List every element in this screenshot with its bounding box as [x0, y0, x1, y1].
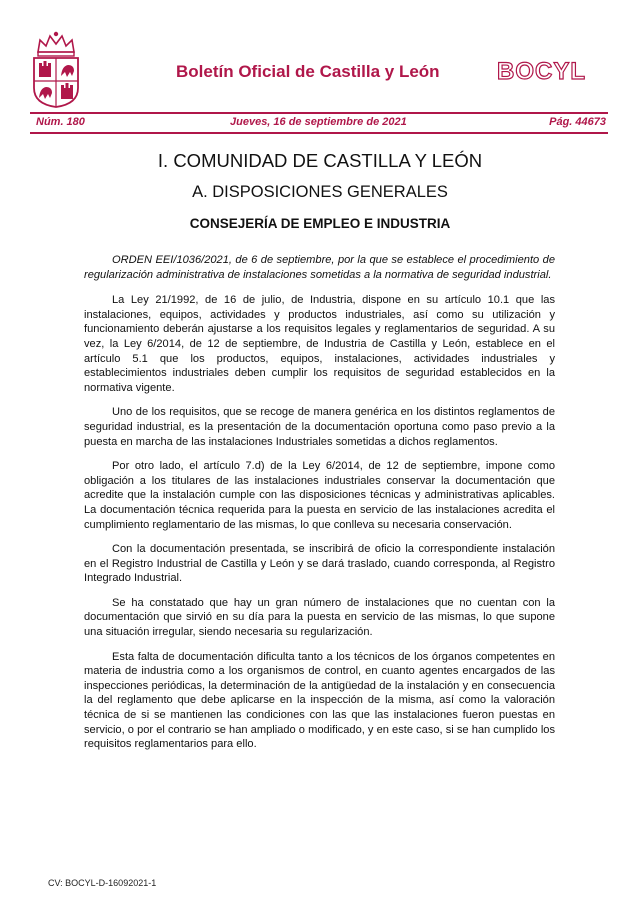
paragraph: Esta falta de documentación dificulta tanto a los técnicos de los órganos competentes en materia de industria como a los organismos de control, en cuanto agentes encargados de las inspecciones periódicas, la determinación de la antigüedad de la instalación y en consecuencia la del reglamento que debe aplicarse en la inspección de la misma, así como la valoración técnica de si se mantienen las condiciones con las que las instalaciones fueron puestas en servicio, o por el contrario se han ampliado o modificado, y en este caso, si se han cumplido los requisitos reglamentarios para ello. — [84, 650, 555, 751]
paragraph: Se ha constatado que hay un gran número de instalaciones que no cuentan con la documentación que sirvió en su día para la puesta en servicio de las mismas, lo que supone una situación irregular, siendo necesaria su regularización. — [84, 596, 555, 639]
coat-of-arms-icon — [30, 30, 82, 108]
bocyl-logo: BOCYL — [497, 58, 586, 85]
paragraph: Uno de los requisitos, que se recoge de manera genérica en los distintos reglamentos de seguridad industrial, es la presentación de la documentación oportuna como paso previo a la puesta en marcha de las instalaciones Industriales sometidas a dichos reglamentos. — [84, 406, 555, 448]
paragraph: Con la documentación presentada, se inscribirá de oficio la correspondiente instalación en el Registro Industrial de Castilla y León y se dará traslado, cuando corresponda, al Registro Integrado Industrial. — [84, 543, 555, 585]
subsection-title: A. DISPOSICIONES GENERALES — [192, 183, 448, 201]
cv-code: CV: BOCYL-D-16092021-1 — [48, 878, 157, 888]
issue-number: Núm. 180 — [36, 116, 85, 128]
page-number: Pág. 44673 — [549, 116, 606, 128]
paragraph: Por otro lado, el artículo 7.d) de la Ley 6/2014, de 12 de septiembre, impone como obligación a los titulares de las instalaciones industriales conservar la documentación que acredite que la instalación cumple con las disposiciones técnicas y administrativas aplicables. La documentación técnica requerida para la puesta en servicio de las instalaciones acredita el cumplimiento reglamentario de las mismas, lo que conlleva su necesaria conservación. — [84, 460, 555, 531]
order-heading: ORDEN EEI/1036/2021, de 6 de septiembre, por la que se establece el procedimiento de regularización administrativa de instalaciones sometidas a la normativa de seguridad industrial. — [84, 254, 555, 281]
document-body — [84, 253, 555, 762]
section-title: I. COMUNIDAD DE CASTILLA Y LEÓN — [157, 150, 483, 171]
issue-info-bar — [30, 112, 608, 134]
issue-date: Jueves, 16 de septiembre de 2021 — [230, 116, 407, 128]
department-title: CONSEJERÍA DE EMPLEO E INDUSTRIA — [189, 216, 451, 231]
paragraph: La Ley 21/1992, de 16 de julio, de Industria, dispone en su artículo 10.1 que las instalaciones, equipos, actividades y productos industriales, así como su utilización y funcionamiento deberán ajustarse a los requisitos legales y reglamentarios de seguridad. A su vez, la Ley 6/2014, de 12 de septiembre, de Industria de Castilla y León, establece en el artículo 5.1 que los productos, equipos, instalaciones, actividades industriales y establecimientos industriales deben cumplir los requisitos de seguridad establecidos en la normativa vigente. — [84, 294, 555, 394]
bulletin-title: Boletín Oficial de Castilla y León — [176, 62, 440, 81]
